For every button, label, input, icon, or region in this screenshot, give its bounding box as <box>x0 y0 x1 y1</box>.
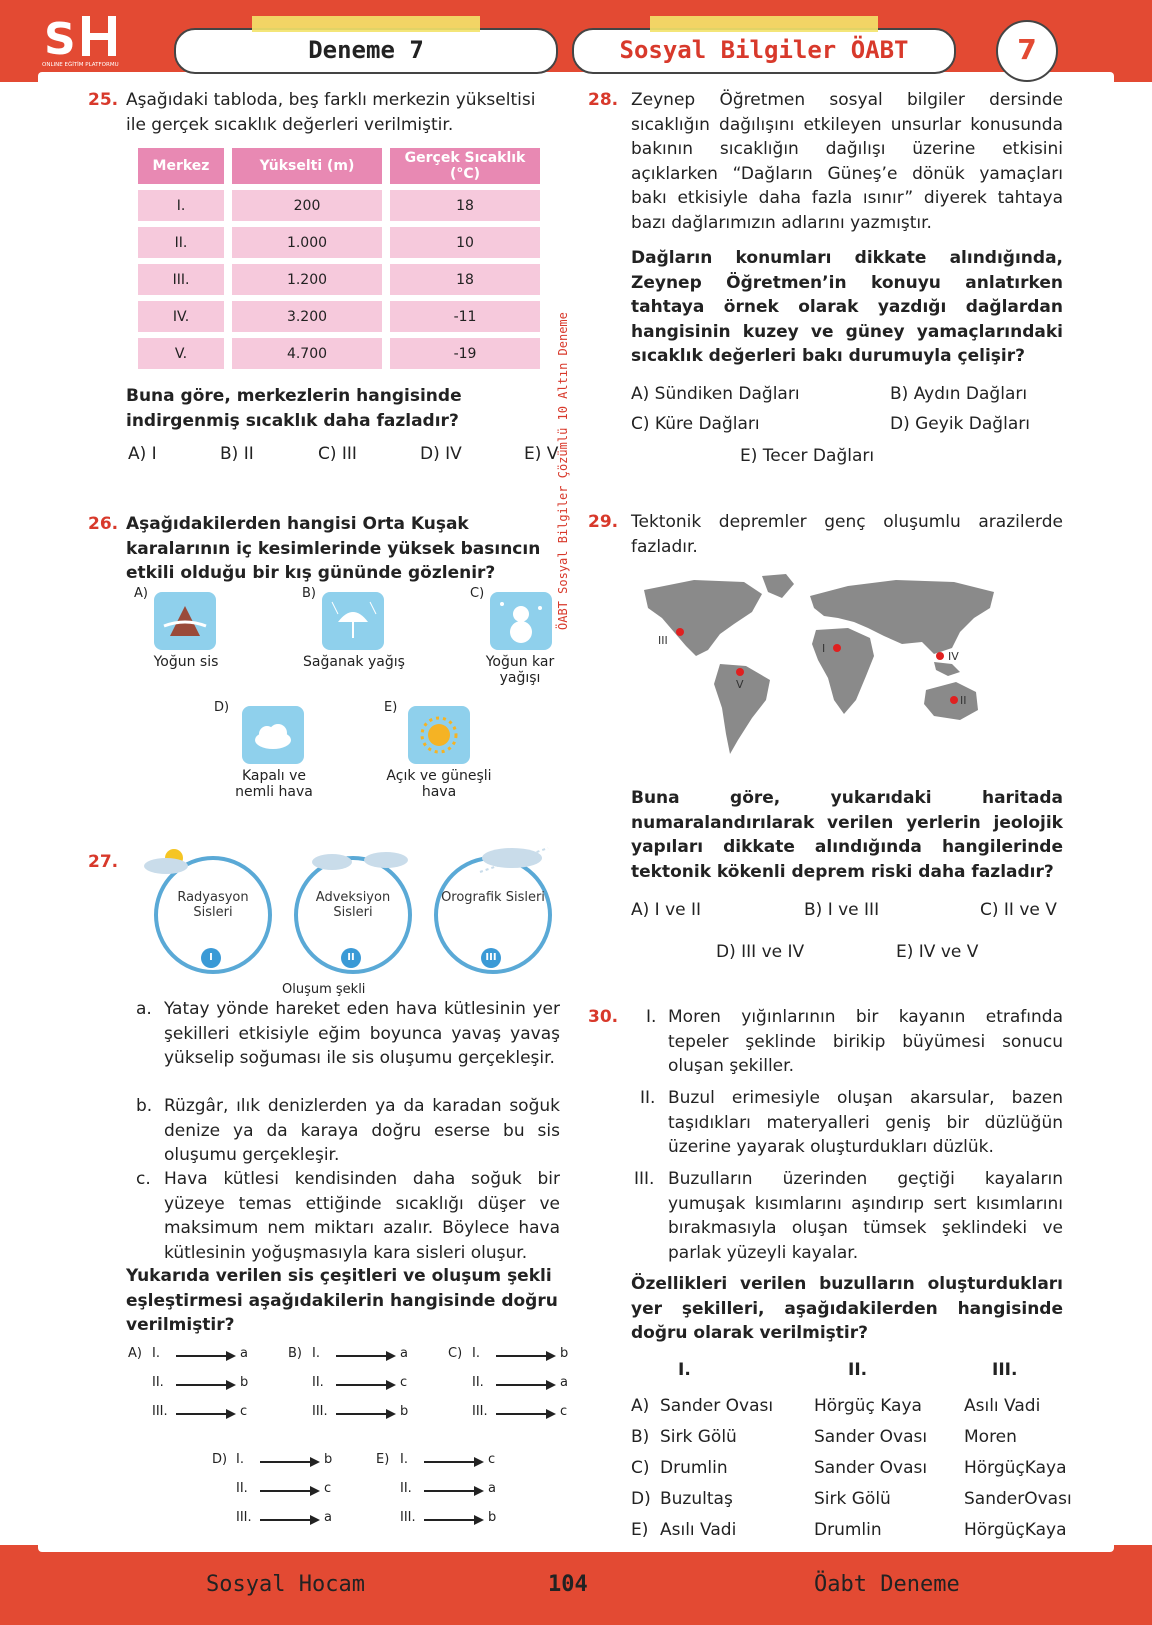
answer-cell: Hörgüç Kaya <box>814 1396 922 1416</box>
answer-option[interactable]: A) I ve II <box>631 900 702 920</box>
item-roman: I. <box>646 1007 657 1027</box>
table-cell: III. <box>138 264 224 295</box>
arrow-icon <box>176 1379 236 1391</box>
table-cell: 10 <box>390 227 540 258</box>
answer-cell: Buzultaş <box>660 1489 733 1509</box>
fog-type-label: Adveksiyon Sisleri <box>315 890 391 920</box>
table-cell: 200 <box>232 190 382 221</box>
arrow-icon <box>336 1408 396 1420</box>
table-row <box>138 338 540 369</box>
item-text: Rüzgâr, ılık denizlerden ya da karadan soğuk denize ya da karaya doğru eserse bu sis oluşumu gerçekleşir. <box>164 1096 560 1165</box>
answer-cell: Sirk Gölü <box>814 1489 891 1509</box>
answer-option[interactable]: D) III ve IV <box>716 942 805 962</box>
map-point-marker <box>676 628 684 636</box>
diagram-subtitle: Oluşum şekli <box>282 982 366 997</box>
pair-right: b <box>240 1375 249 1390</box>
pair-left: II. <box>152 1375 164 1390</box>
table-cell: -19 <box>390 338 540 369</box>
answer-option[interactable]: E) IV ve V <box>896 942 979 962</box>
brand-logo <box>38 8 128 70</box>
option-letter: C) <box>470 586 485 601</box>
question-number: 29. <box>588 512 619 532</box>
item-roman: III. <box>634 1169 655 1189</box>
pair-left: II. <box>236 1481 248 1496</box>
pair-right: b <box>488 1510 497 1525</box>
pair-left: III. <box>236 1510 252 1525</box>
answer-cell: Drumlin <box>660 1458 728 1478</box>
answer-option-letter[interactable]: D) <box>631 1489 651 1509</box>
option-label: Kapalı ve nemli hava <box>235 768 313 800</box>
answer-cell: HörgüçKaya <box>964 1520 1067 1540</box>
answer-cell: SanderOvası <box>964 1489 1072 1509</box>
arrow-icon <box>496 1350 556 1362</box>
question-stem: Yukarıda verilen sis çeşitleri ve oluşum şekli eşleştirmesi aşağıdakilerin hangisinde doğru verilmiştir? <box>126 1266 558 1335</box>
answer-option[interactable]: E) V <box>524 444 559 464</box>
table-cell: 18 <box>390 264 540 295</box>
table-row <box>138 264 540 295</box>
pair-left: III. <box>472 1404 488 1419</box>
fog-icon[interactable] <box>154 592 216 650</box>
pair-left: III. <box>400 1510 416 1525</box>
table-cell: IV. <box>138 301 224 332</box>
option-label: Yoğun kar yağışı <box>485 654 555 686</box>
answer-option[interactable]: C) Küre Dağları <box>631 414 760 434</box>
option-letter: E) <box>384 700 398 715</box>
option-label: Yoğun sis <box>153 654 219 670</box>
option-letter[interactable]: A) <box>128 1346 142 1361</box>
altitude-table <box>130 142 548 375</box>
fog-type-label: Orografik Sisleri <box>441 890 545 905</box>
answer-cell: Moren <box>964 1427 1017 1447</box>
cloud-icon <box>470 838 554 874</box>
arrow-icon <box>336 1379 396 1391</box>
question-intro: Tektonik depremler genç oluşumlu arazilerde fazladır. <box>631 512 1063 557</box>
answer-option-letter[interactable]: B) <box>631 1427 650 1447</box>
pair-left: I. <box>400 1452 408 1467</box>
item-text: Moren yığınlarının bir kayanın etrafında tepeler şeklinde birikip büyümesi sonucu oluşan şekiller. <box>668 1007 1063 1076</box>
footer-title: Öabt Deneme <box>814 1572 960 1597</box>
pair-left: III. <box>312 1404 328 1419</box>
answer-option[interactable]: B) II <box>220 444 254 464</box>
map-point-marker <box>950 696 958 704</box>
table-row <box>138 190 540 221</box>
column-header: I. <box>678 1360 691 1380</box>
map-point-label: II <box>960 694 967 707</box>
pair-right: c <box>560 1404 568 1419</box>
table-header: Yükselti (m) <box>232 148 382 184</box>
answer-cell: Drumlin <box>814 1520 882 1540</box>
answer-option-letter[interactable]: A) <box>631 1396 650 1416</box>
answer-cell: Sander Ovası <box>814 1458 928 1478</box>
svg-text:S: S <box>44 14 76 65</box>
arrow-icon <box>176 1350 236 1362</box>
question-stem: Buna göre, yukarıdaki haritada numaralandırılarak verilen yerlerin jeolojik yapıları dikkate alındığında hangilerinde tektonik kökenli deprem riski daha fazladır? <box>631 788 1063 882</box>
question-number: 27. <box>88 852 119 872</box>
answer-cell: Asılı Vadi <box>660 1520 737 1540</box>
tape-decoration <box>252 16 480 32</box>
pair-right: a <box>324 1510 332 1525</box>
map-point-marker <box>833 644 841 652</box>
question-number: 28. <box>588 90 619 110</box>
answer-option[interactable]: D) IV <box>420 444 462 464</box>
question-number: 25. <box>88 90 119 110</box>
pair-left: II. <box>400 1481 412 1496</box>
pair-right: a <box>240 1346 248 1361</box>
item-text: Buzulların üzerinden geçtiği kayaların yumuşak kısımlarını aşındırıp sert kısımlarını bırakmasıyla oluşan tümsek şeklindeki ve parlak yüzeyli kayalar. <box>668 1169 1063 1263</box>
footer-brand: Sosyal Hocam <box>206 1572 365 1597</box>
item-text: Yatay yönde hareket eden hava kütlesinin yer şekilleri etkisiyle eğim boyunca yavaş yavaş yükselip soğuması ile sis oluşumu gerçekleşir. <box>164 999 560 1068</box>
answer-option[interactable]: A) Sündiken Dağları <box>631 384 800 404</box>
answer-option[interactable]: B) Aydın Dağları <box>890 384 1028 404</box>
pair-right: b <box>324 1452 333 1467</box>
column-header: II. <box>848 1360 868 1380</box>
arrow-icon <box>260 1456 320 1468</box>
roman-badge: II <box>341 948 361 968</box>
item-text: Hava kütlesi kendisinden daha soğuk bir yüzeye temas ettiğinde sıcaklığı düşer ve maksimum nem miktarı azalır. Böylece hava kütlesinin yoğuşmasıyla kara sisleri oluşur. <box>164 1169 560 1263</box>
table-row <box>138 227 540 258</box>
umbrella-rain-icon[interactable] <box>322 592 384 650</box>
answer-option[interactable]: C) II ve V <box>980 900 1057 920</box>
item-letter: a. <box>136 999 152 1019</box>
table-cell: V. <box>138 338 224 369</box>
option-letter[interactable]: D) <box>212 1452 228 1467</box>
arrow-icon <box>424 1514 484 1526</box>
pair-left: I. <box>312 1346 320 1361</box>
option-letter: A) <box>134 586 148 601</box>
arrow-icon <box>496 1379 556 1391</box>
answer-option[interactable]: D) Geyik Dağları <box>890 414 1030 434</box>
column-header: III. <box>992 1360 1018 1380</box>
question-number: 26. <box>88 514 119 534</box>
option-letter: D) <box>214 700 230 715</box>
table-cell: II. <box>138 227 224 258</box>
arrow-icon <box>496 1408 556 1420</box>
title-pill <box>174 28 558 74</box>
map-point-label: I <box>822 642 826 655</box>
sun-icon[interactable] <box>408 706 470 764</box>
answer-option[interactable]: A) I <box>128 444 157 464</box>
item-letter: c. <box>136 1169 151 1189</box>
pair-left: II. <box>312 1375 324 1390</box>
world-map <box>634 572 1006 768</box>
answer-option[interactable]: E) Tecer Dağları <box>740 446 875 466</box>
option-label: Sağanak yağış <box>303 654 405 670</box>
pair-right: a <box>560 1375 568 1390</box>
option-letter: B) <box>302 586 316 601</box>
answer-cell: Sirk Gölü <box>660 1427 737 1447</box>
question-stem: Dağların konumları dikkate alındığında, Zeynep Öğretmen’in konuyu anlatırken tahtaya örnek olarak yazdığı dağlardan hangisinin kuzey ve güney yamaçlarındaki sıcaklık değerleri bakı durumuyla çelişir? <box>631 248 1063 366</box>
subject-pill <box>572 28 956 74</box>
pair-right: c <box>488 1452 496 1467</box>
map-point-label: IV <box>948 650 959 663</box>
arrow-icon <box>336 1350 396 1362</box>
map-point-marker <box>736 668 744 676</box>
pair-right: a <box>400 1346 408 1361</box>
question-stem: Buna göre, merkezlerin hangisinde indirgenmiş sıcaklık daha fazladır? <box>126 386 462 431</box>
exam-number-badge: 7 <box>996 20 1058 82</box>
table-cell: 1.000 <box>232 227 382 258</box>
map-point-label: V <box>736 678 744 691</box>
page-number: 104 <box>548 1572 588 1597</box>
table-header: Gerçek Sıcaklık (°C) <box>390 148 540 184</box>
fog-type-label: Radyasyon Sisleri <box>177 890 249 920</box>
table-header: Merkez <box>138 148 224 184</box>
table-cell: I. <box>138 190 224 221</box>
arrow-icon <box>176 1408 236 1420</box>
table-row <box>138 301 540 332</box>
table-header-row <box>138 148 540 184</box>
arrow-icon <box>260 1514 320 1526</box>
map-point-marker <box>936 652 944 660</box>
answer-cell: Sander Ovası <box>814 1427 928 1447</box>
snowman-icon[interactable] <box>490 592 552 650</box>
table-cell: 4.700 <box>232 338 382 369</box>
sun-cloud-icon <box>136 848 206 876</box>
question-intro: Aşağıdaki tabloda, beş farklı merkezin yükseltisi ile gerçek sıcaklık değerleri verilmiştir. <box>126 90 536 135</box>
answer-option[interactable]: C) III <box>318 444 357 464</box>
option-label: Açık ve güneşli hava <box>386 768 492 800</box>
tape-decoration <box>650 16 878 32</box>
pair-left: I. <box>472 1346 480 1361</box>
option-letter[interactable]: B) <box>288 1346 302 1361</box>
exam-title: Deneme 7 <box>308 36 424 64</box>
item-text: Buzul erimesiyle oluşan akarsular, bazen taşıdıkları materyalleri geniş bir düzlüğün üzerine yayarak oluşturdukları düzlük. <box>668 1088 1063 1157</box>
pair-right: c <box>324 1481 332 1496</box>
answer-cell: Asılı Vadi <box>964 1396 1041 1416</box>
pair-right: c <box>240 1404 248 1419</box>
logo-caption: ONLINE EĞİTİM PLATFORMU <box>42 62 119 68</box>
pair-right: b <box>400 1404 409 1419</box>
option-letter[interactable]: E) <box>376 1452 390 1467</box>
cloud-icon[interactable] <box>242 706 304 764</box>
answer-option[interactable]: B) I ve III <box>804 900 880 920</box>
table-cell: 1.200 <box>232 264 382 295</box>
roman-badge: I <box>201 948 221 968</box>
pair-left: III. <box>152 1404 168 1419</box>
cloud-icon <box>306 846 416 872</box>
answer-cell: Sander Ovası <box>660 1396 774 1416</box>
pair-left: I. <box>236 1452 244 1467</box>
table-cell: 18 <box>390 190 540 221</box>
pair-right: b <box>560 1346 569 1361</box>
question-stem: Özellikleri verilen buzulların oluşturdukları yer şekilleri, aşağıdakilerden hangisinde doğru olarak verilmiştir? <box>631 1274 1063 1343</box>
pair-left: II. <box>472 1375 484 1390</box>
question-intro: Zeynep Öğretmen sosyal bilgiler dersinde sıcaklığın dağılışını etkileyen unsurlar konusunda bakının sıcaklığın dağılışı üzerine etkisini açıklarken “Dağların Güneş’e dönük yamaçları bakı etkisiyle daha fazla ısınır” diyerek tahtaya bazı dağlarımızın adlarını yazmıştır. <box>631 90 1063 233</box>
item-letter: b. <box>136 1096 153 1116</box>
answer-cell: HörgüçKaya <box>964 1458 1067 1478</box>
arrow-icon <box>424 1485 484 1497</box>
subject-title: Sosyal Bilgiler ÖABT <box>619 36 909 64</box>
pair-right: a <box>488 1481 496 1496</box>
side-watermark: ÖABT Sosyal Bilgiler Çözümlü 10 Altın Deneme <box>556 312 570 630</box>
question-number: 30. <box>588 1007 619 1027</box>
pair-left: I. <box>152 1346 160 1361</box>
table-cell: 3.200 <box>232 301 382 332</box>
map-point-label: III <box>658 634 668 647</box>
answer-option-letter[interactable]: E) <box>631 1520 649 1540</box>
roman-badge: III <box>481 948 501 968</box>
table-cell: -11 <box>390 301 540 332</box>
option-letter[interactable]: C) <box>448 1346 463 1361</box>
pair-right: c <box>400 1375 408 1390</box>
arrow-icon <box>424 1456 484 1468</box>
answer-option-letter[interactable]: C) <box>631 1458 650 1478</box>
arrow-icon <box>260 1485 320 1497</box>
item-roman: II. <box>640 1088 656 1108</box>
question-stem: Aşağıdakilerden hangisi Orta Kuşak karalarının iç kesimlerinde yüksek basıncın etkili olduğu bir kış gününde gözlenir? <box>126 514 541 583</box>
